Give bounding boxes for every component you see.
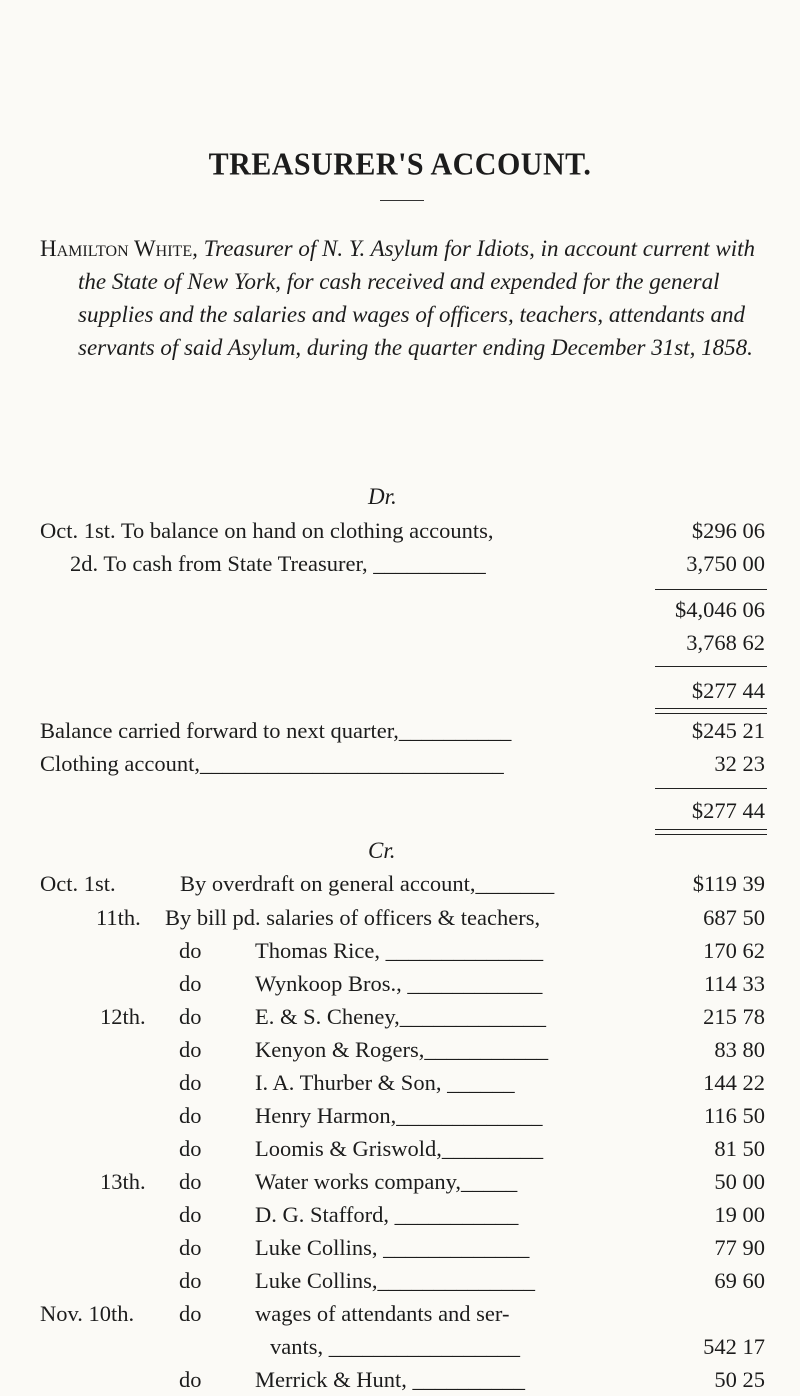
title-rule bbox=[380, 200, 424, 201]
credit-ditto: do bbox=[179, 1235, 202, 1260]
credit-ditto: do bbox=[179, 1268, 202, 1293]
page-title: TREASURER'S ACCOUNT. bbox=[208, 147, 592, 182]
credit-label: By bill pd. salaries of officers & teachers, bbox=[165, 905, 541, 930]
credit-ditto: do bbox=[179, 1004, 202, 1029]
debit-row-amount: $296 06 bbox=[691, 518, 765, 543]
debit-row-amount: 3,750 00 bbox=[686, 551, 765, 576]
credit-ditto: do bbox=[179, 1070, 202, 1095]
credit-amount: 83 80 bbox=[714, 1037, 765, 1062]
rule bbox=[655, 788, 767, 789]
credit-date: 13th. bbox=[100, 1169, 146, 1194]
credit-amount: 170 62 bbox=[703, 938, 765, 963]
debit-heading: Dr. bbox=[368, 484, 397, 509]
credit-amount: 114 33 bbox=[703, 971, 765, 996]
double-rule bbox=[655, 708, 767, 714]
treasurer-name: Hamilton White bbox=[40, 236, 193, 261]
credit-label: Wynkoop Bros., ____________ bbox=[255, 971, 543, 996]
credit-label: By overdraft on general account,_______ bbox=[180, 871, 555, 896]
credit-ditto: do bbox=[179, 1301, 202, 1326]
credit-label: Luke Collins, _____________ bbox=[255, 1235, 530, 1260]
credit-amount: 81 50 bbox=[714, 1136, 765, 1161]
carried-row-amount: 32 23 bbox=[714, 751, 765, 776]
credit-amount: $119 39 bbox=[692, 871, 765, 896]
credit-amount: 215 78 bbox=[703, 1004, 765, 1029]
credit-amount: 19 00 bbox=[714, 1202, 765, 1227]
credit-date: Oct. 1st. bbox=[40, 871, 116, 896]
credit-ditto: do bbox=[179, 1037, 202, 1062]
credit-label: Kenyon & Rogers,___________ bbox=[255, 1037, 549, 1062]
credit-label: I. A. Thurber & Son, ______ bbox=[255, 1070, 515, 1095]
carried-total: $277 44 bbox=[691, 798, 765, 823]
credit-ditto: do bbox=[179, 1103, 202, 1128]
credit-label: wages of attendants and ser- bbox=[255, 1301, 510, 1326]
debit-row-text: 2d. To cash from State Treasurer, __________ bbox=[70, 551, 486, 576]
credit-ditto: do bbox=[179, 938, 202, 963]
credit-label: Loomis & Griswold,_________ bbox=[255, 1136, 544, 1161]
credit-label: Luke Collins,______________ bbox=[255, 1268, 535, 1293]
credit-ditto: do bbox=[179, 1202, 202, 1227]
debit-row-text: Oct. 1st. To balance on hand on clothing accounts, bbox=[40, 518, 494, 543]
credit-amount: 687 50 bbox=[703, 905, 765, 930]
credit-date: 11th. bbox=[96, 905, 141, 930]
credit-ditto: do bbox=[179, 1169, 202, 1194]
credit-amount: 116 50 bbox=[703, 1103, 765, 1128]
credit-amount: 69 60 bbox=[714, 1268, 765, 1293]
credit-date: Nov. 10th. bbox=[40, 1301, 135, 1326]
carried-row-text: Balance carried forward to next quarter,__________ bbox=[40, 718, 512, 743]
credit-heading: Cr. bbox=[368, 838, 396, 863]
credit-amount: 144 22 bbox=[703, 1070, 765, 1095]
credit-amount: 50 00 bbox=[714, 1169, 765, 1194]
credit-ditto: do bbox=[179, 1367, 202, 1392]
rule bbox=[655, 666, 767, 667]
double-rule bbox=[655, 829, 767, 835]
credit-label: vants, _________________ bbox=[270, 1334, 520, 1359]
credit-ditto: do bbox=[179, 1136, 202, 1161]
carried-row-text: Clothing account,___________________________ bbox=[40, 751, 504, 776]
intro-paragraph bbox=[40, 232, 780, 364]
credit-amount: 542 17 bbox=[703, 1334, 765, 1359]
rule bbox=[655, 589, 767, 590]
credit-label: Merrick & Hunt, __________ bbox=[255, 1367, 525, 1392]
credit-amount: 77 90 bbox=[714, 1235, 765, 1260]
debit-less: 3,768 62 bbox=[686, 630, 765, 655]
intro-text: , Treasurer of N. Y. Asylum for Idiots, in account current with the State of New York, for cash received and expended for the general supplies and the salaries and wages of officers, teachers, attendants and servants of said Asylum, during the quarter ending December 31st, 1858. bbox=[78, 236, 755, 360]
credit-label: Henry Harmon,_____________ bbox=[255, 1103, 543, 1128]
debit-total: $4,046 06 bbox=[675, 597, 765, 622]
credit-label: D. G. Stafford, ___________ bbox=[255, 1202, 519, 1227]
credit-label: Thomas Rice, ______________ bbox=[255, 938, 544, 963]
credit-ditto: do bbox=[179, 971, 202, 996]
credit-date: 12th. bbox=[100, 1004, 146, 1029]
debit-balance: $277 44 bbox=[691, 678, 765, 703]
carried-row-amount: $245 21 bbox=[691, 718, 765, 743]
credit-amount: 50 25 bbox=[714, 1367, 765, 1392]
credit-label: Water works company,_____ bbox=[255, 1169, 518, 1194]
credit-label: E. & S. Cheney,_____________ bbox=[255, 1004, 547, 1029]
